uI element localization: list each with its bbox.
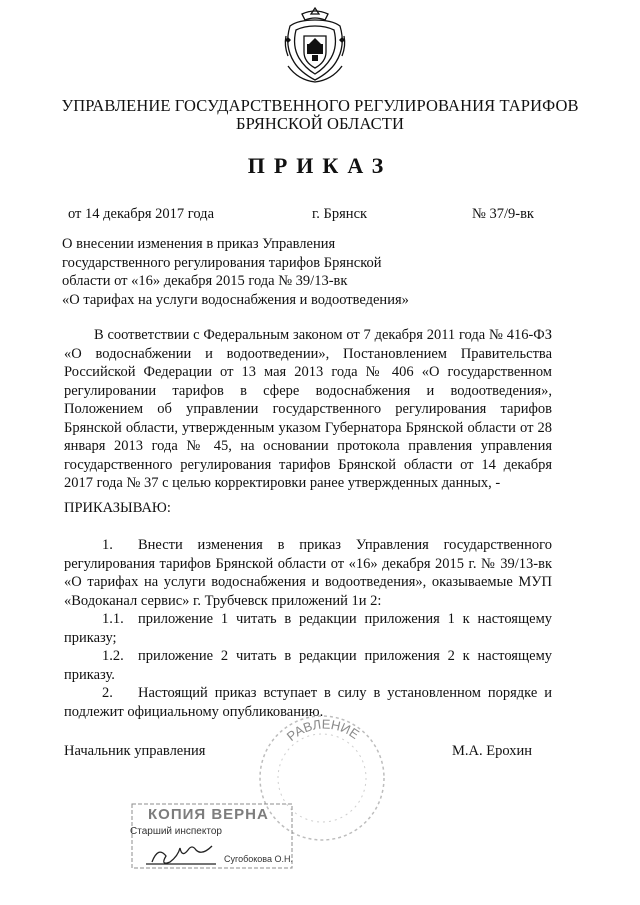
item-text: Настоящий приказ вступает в силу в установленном порядке и подлежит официальному опубликованию.: [64, 685, 552, 720]
subject-line: области от «16» декабря 2015 года № 39/13-вк: [62, 273, 348, 289]
signatory-position: Начальник управления: [64, 743, 206, 759]
subject-line: государственного регулирования тарифов Брянской: [62, 254, 382, 271]
copy-stamp: [126, 802, 296, 872]
preamble-text: В соответствии с Федеральным законом от 7 декабря 2011 года № 416-ФЗ «О водоснабжении и водоотведении», Постановлением Правительства Российской Федерации от 13 мая 2013 года № 406 «О государственном регулировании тарифов в сфере водоснабжения и водоотведения», Положением об управлении государственного регулирования тарифов Брянской области, утвержденным указом Губернатора Брянской области от 28 января 2013 года № 45, на основании протокола правления управления государственного регулирования тарифов Брянской области от 14 декабря 2017 года № 37 с целью корректировки ранее утвержденных данных, -: [64, 327, 552, 491]
document-title: ПРИКАЗ: [247, 153, 393, 178]
item-text: приложение 2 читать в редакции приложения 2 к настоящему приказу.: [64, 648, 552, 683]
document-number: № 37/9-вк: [472, 206, 534, 222]
item-text: приложение 1 читать в редакции приложения 1 к настоящему приказу;: [64, 611, 552, 646]
stamp-title: КОПИЯ ВЕРНА: [148, 806, 269, 823]
order-item-1-2: [64, 647, 552, 684]
order-items: [64, 536, 552, 721]
document-date: от 14 декабря 2017 года: [68, 206, 214, 222]
subject-line: «О тарифах на услуги водоснабжения и водоотведения»: [62, 291, 409, 308]
organization-name-line1: УПРАВЛЕНИЕ ГОСУДАРСТВЕННОГО РЕГУЛИРОВАНИЯ ТАРИФОВ: [61, 96, 579, 115]
brjansk-coat-of-arms-icon: [282, 6, 348, 86]
item-text: Внести изменения в приказ Управления государственного регулирования тарифов Брянской области от «16» декабря 2015 г. № 39/13-вк «О тарифах на услуги водоснабжения и водоотведения», оказываемые МУП «Водоканал сервис» г. Трубчевск приложений 1и 2:: [64, 537, 552, 609]
document-subject: [62, 235, 482, 309]
document-city: г. Брянск: [312, 206, 368, 222]
item-number: 1.2.: [102, 648, 124, 664]
preamble-paragraph: [64, 326, 552, 493]
order-item-1: [64, 536, 552, 610]
seal-text: РАВЛЕНИЕ: [283, 716, 363, 745]
stamp-position: Старший инспектор: [130, 826, 222, 837]
subject-line: О внесении изменения в приказ Управления: [62, 236, 336, 252]
order-item-1-1: [64, 610, 552, 647]
handwritten-signature: [146, 846, 216, 864]
item-number: 1.: [102, 537, 113, 553]
item-number: 1.1.: [102, 611, 124, 627]
stamp-person: Сугобокова О.Н.: [224, 854, 293, 864]
order-word: ПРИКАЗЫВАЮ:: [64, 500, 171, 516]
signatory-name: М.А. Ерохин: [452, 743, 533, 759]
svg-text:РАВЛЕНИЕ: [284, 717, 363, 744]
organization-name-line2: БРЯНСКОЙ ОБЛАСТИ: [236, 114, 404, 133]
item-number: 2.: [102, 685, 113, 701]
